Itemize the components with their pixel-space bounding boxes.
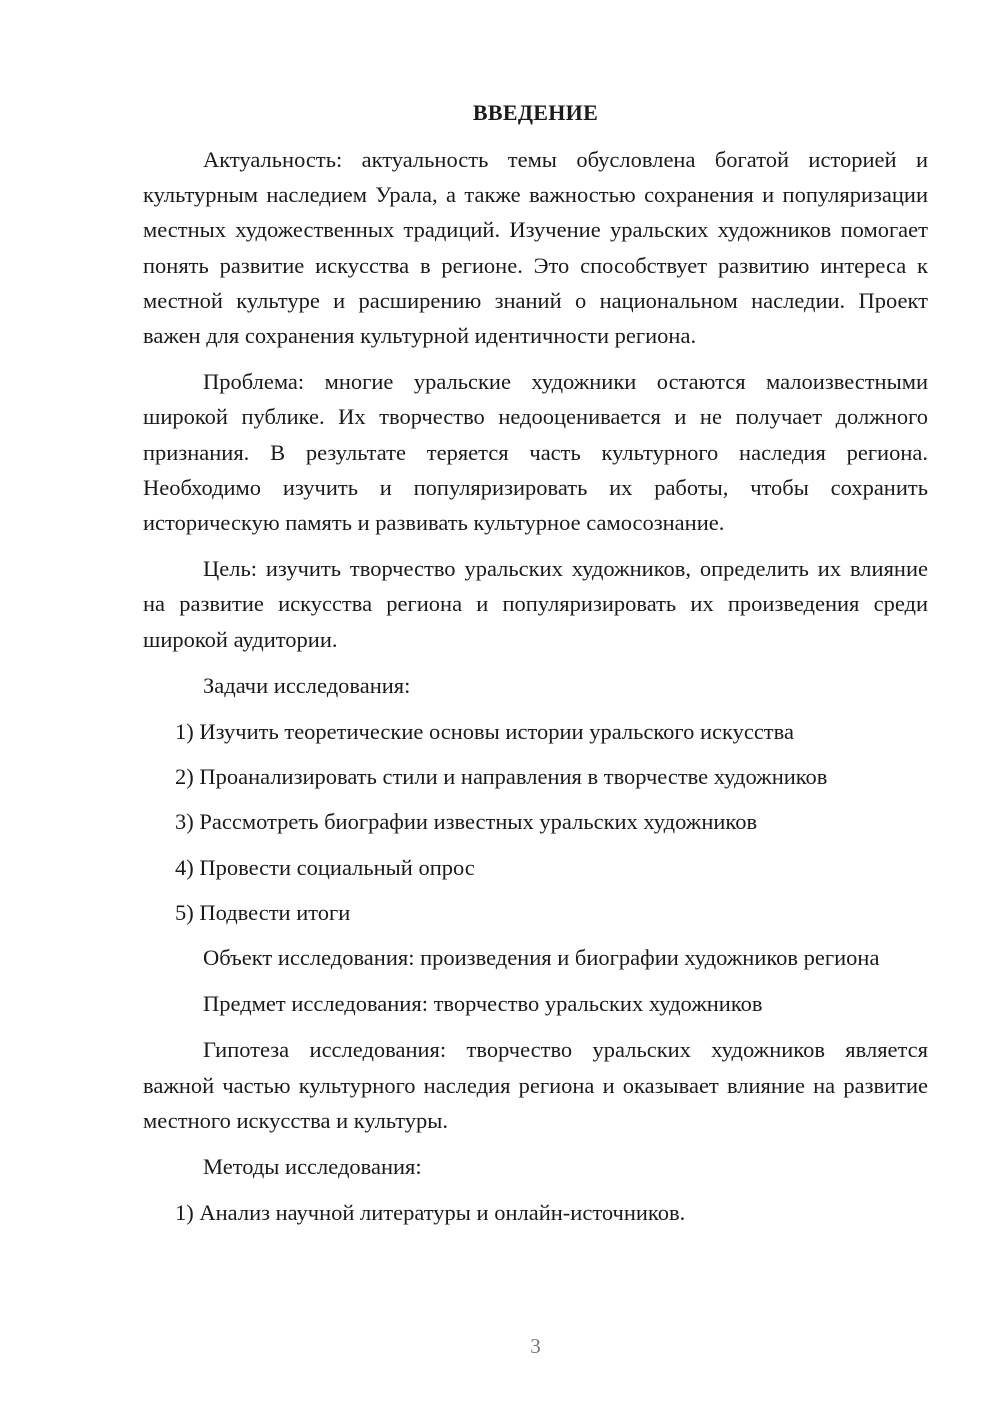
list-item: 4) Провести социальный опрос	[175, 854, 475, 880]
list-item: 3) Рассмотреть биографии известных уральских художников	[175, 809, 758, 835]
object-paragraph: Объект исследования: произведения и биографии художников региона	[203, 945, 880, 971]
goal-paragraph: Цель: изучить творчество уральских художников, определить их влияние на развитие искусства региона и популяризировать их произведения среди широкой аудитории.	[143, 556, 928, 652]
page-title: ВВЕДЕНИЕ	[472, 100, 599, 125]
methods-list	[143, 1195, 928, 1230]
list-item: 5) Подвести итоги	[175, 899, 351, 925]
page-number: 3	[530, 1334, 541, 1358]
list-item: 2) Проанализировать стили и направления в творчестве художников	[175, 764, 828, 790]
methods-heading: Методы исследования:	[203, 1154, 422, 1180]
subject-paragraph: Предмет исследования: творчество уральских художников	[203, 991, 763, 1017]
list-item: 1) Изучить теоретические основы истории уральского искусства	[175, 719, 794, 745]
problem-paragraph: Проблема: многие уральские художники остаются малоизвестными широкой публике. Их творчество недооценивается и не получает должного признания. В результате теряется часть культурного наследия региона. Необходимо изучить и популяризировать их работы, чтобы сохранить историческую память и развивать культурное самосознание.	[143, 369, 928, 536]
hypothesis-paragraph: Гипотеза исследования: творчество уральских художников является важной частью культурного наследия региона и оказывает влияние на развитие местного искусства и культуры.	[143, 1037, 928, 1133]
relevance-paragraph: Актуальность: актуальность темы обусловлена богатой историей и культурным наследием Урала, а также важностью сохранения и популяризации местных художественных традиций. Изучение уральских художников помогает понять развитие искусства в регионе. Это способствует развитию интереса к местной культуре и расширению знаний о национальном наследии. Проект важен для сохранения культурной идентичности региона.	[143, 147, 928, 349]
tasks-heading: Задачи исследования:	[203, 672, 411, 698]
tasks-list	[143, 714, 928, 930]
document-body	[143, 142, 928, 1240]
document-page	[143, 0, 928, 1414]
list-item: 1) Анализ научной литературы и онлайн-источников.	[175, 1200, 686, 1226]
